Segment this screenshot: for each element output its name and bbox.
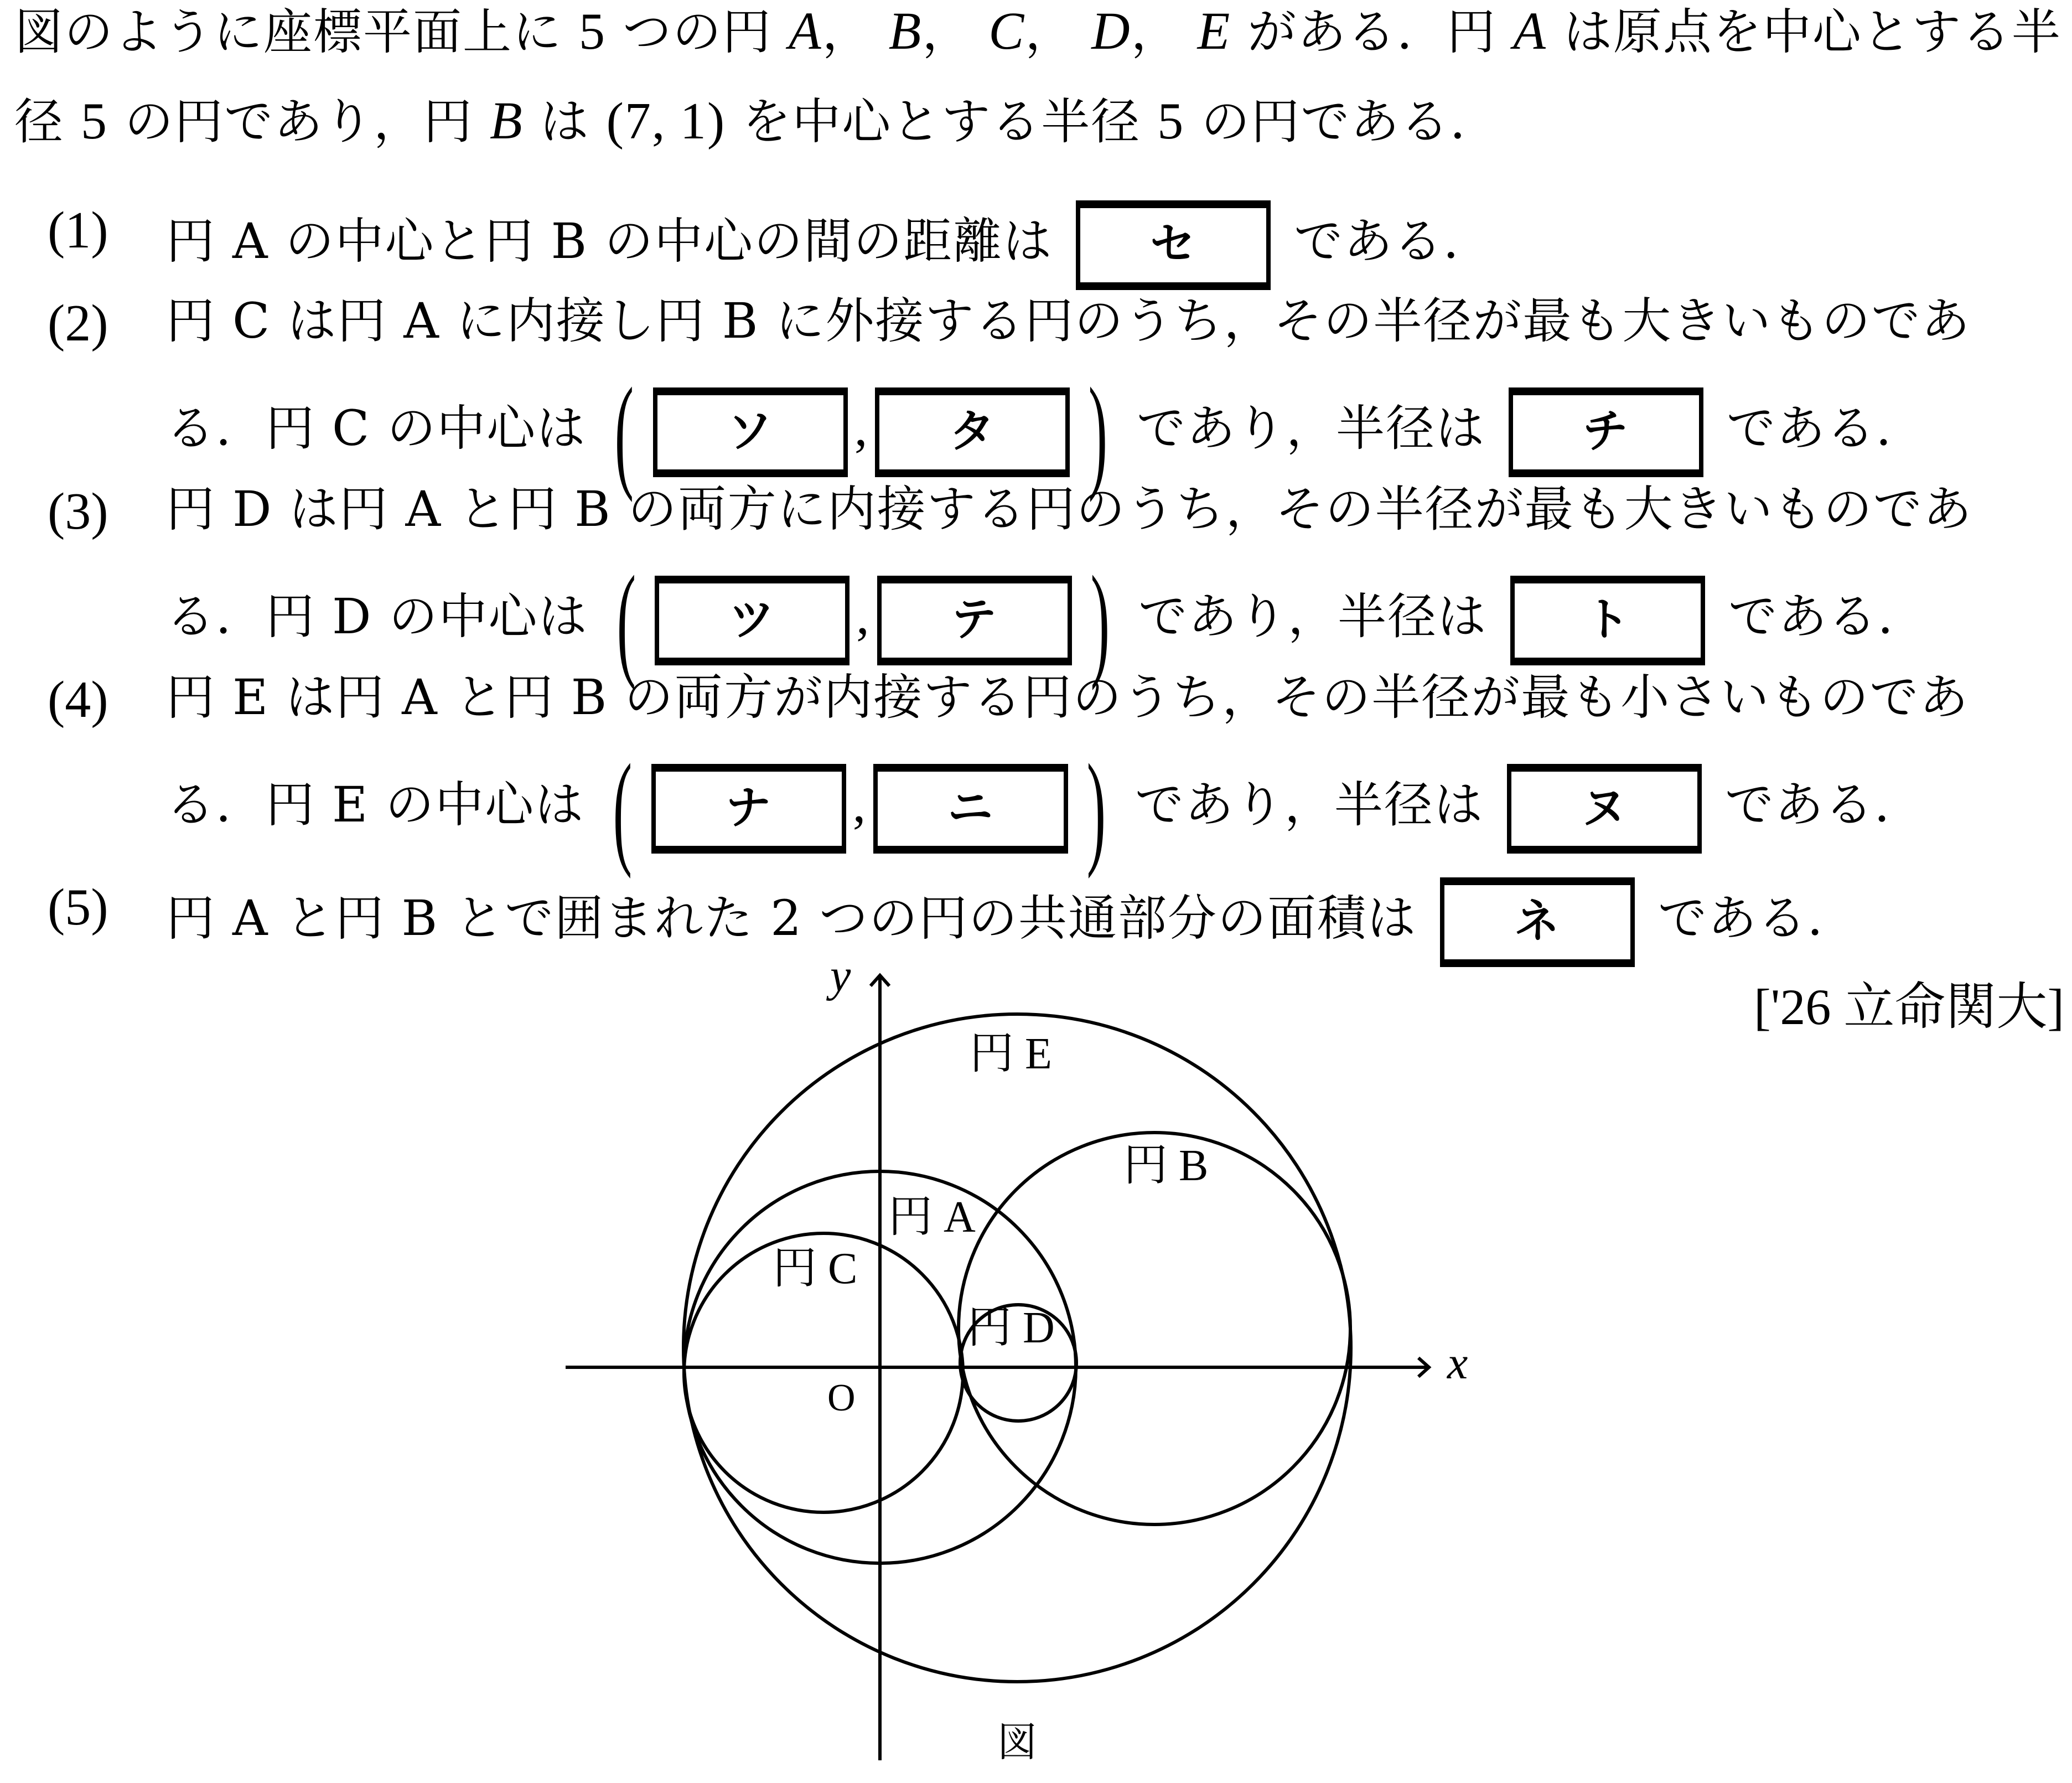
question-text: る．円 E の中心は: [166, 776, 585, 833]
source-citation: ['26 立命関大]: [1754, 979, 2064, 1035]
right-paren: ): [1086, 738, 1107, 879]
question-3-line-1: 円 D は円 A と円 B の両方に内接する円のうち，その半径が最も大きいものであ: [166, 480, 1973, 538]
question-number: (2): [48, 294, 108, 352]
intro-text: は: [540, 93, 590, 150]
left-paren: (: [613, 738, 633, 879]
question-4-line-1: 円 E は円 A と円 B の両方が内接する円のうち，その半径が最も小さいものであ: [166, 669, 1970, 726]
question-text: である．: [1658, 889, 1858, 947]
circle-name-a: A: [788, 1, 822, 60]
intro-comma: ，: [1131, 3, 1181, 60]
question-text: る．円 C の中心は: [166, 399, 587, 457]
answer-blank-so[interactable]: ソ: [653, 387, 848, 477]
intro-text: の円である．: [1201, 93, 1500, 150]
question-text: である．: [1294, 212, 1494, 270]
intro-number: 5: [81, 92, 108, 150]
question-text: であり，半径は: [1135, 776, 1484, 833]
circle-b-label: 円 B: [1123, 1141, 1209, 1190]
comma: ,: [856, 587, 871, 645]
x-axis-label: x: [1447, 1337, 1468, 1389]
question-number: (4): [48, 671, 108, 728]
question-text: である．: [1724, 776, 1924, 833]
intro-comma: ，: [1025, 3, 1075, 60]
question-text: であり，半径は: [1136, 399, 1485, 457]
answer-blank-ni[interactable]: ニ: [873, 764, 1068, 854]
answer-blank-ne[interactable]: ネ: [1440, 877, 1635, 967]
circle-name-b: B: [489, 91, 524, 150]
left-paren: (: [617, 550, 636, 691]
question-text: である．: [1728, 587, 1928, 645]
intro-text: がある．円: [1247, 3, 1497, 60]
circle-c-label: 円 C: [773, 1244, 858, 1293]
circle-name-c: C: [988, 1, 1025, 60]
intro-text: を中心とする半径: [742, 93, 1141, 150]
y-axis-label: y: [830, 950, 851, 1001]
question-number: (3): [48, 483, 108, 540]
answer-blank-to[interactable]: ト: [1510, 576, 1705, 665]
circle-name-a: A: [1513, 1, 1547, 60]
answer-blank-te[interactable]: テ: [877, 576, 1072, 665]
answer-blank-ta[interactable]: タ: [875, 387, 1070, 477]
intro-text: は原点を中心とする半: [1563, 3, 2061, 60]
intro-text: の円であり，円: [124, 93, 473, 150]
question-2-line-1: 円 C は円 A に内接し円 B に外接する円のうち，その半径が最も大きいものであ: [166, 292, 1971, 349]
answer-blank-tsu[interactable]: ツ: [655, 576, 849, 665]
center-coordinates: (7, 1): [606, 92, 726, 150]
question-text: 円 A と円 B とで囲まれた 2 つの円の共通部分の面積は: [166, 889, 1417, 947]
origin-label: O: [827, 1377, 856, 1419]
circle-name-d: D: [1091, 1, 1131, 60]
intro-text: つの円: [622, 3, 772, 60]
comma: ,: [854, 399, 869, 457]
intro-text: 径: [14, 93, 65, 150]
intro-text: 図のように座標平面上に: [14, 3, 563, 60]
right-paren: ): [1088, 361, 1108, 503]
circle-e-label: 円 E: [970, 1030, 1052, 1078]
intro-comma: ，: [922, 3, 972, 60]
figure-caption: 図: [997, 1720, 1038, 1765]
answer-blank-se[interactable]: セ: [1076, 200, 1271, 290]
circle-a-label: 円 A: [888, 1193, 976, 1242]
circle-name-e: E: [1197, 1, 1231, 60]
left-paren: (: [614, 361, 635, 503]
question-text: る．円 D の中心は: [166, 587, 588, 645]
answer-blank-na[interactable]: ナ: [651, 764, 846, 854]
answer-blank-chi[interactable]: チ: [1509, 387, 1703, 477]
question-text: 円 A の中心と円 B の中心の間の距離は: [166, 212, 1053, 270]
circle-name-b: B: [888, 1, 923, 60]
question-number: (5): [48, 878, 108, 936]
intro-number: 5: [1157, 92, 1185, 150]
answer-blank-nu[interactable]: ヌ: [1507, 764, 1702, 854]
comma: ,: [852, 775, 867, 833]
intro-comma: ，: [822, 3, 872, 60]
question-text: である．: [1726, 399, 1926, 457]
question-number: (1): [48, 201, 108, 259]
intro-number: 5: [579, 3, 606, 60]
right-paren: ): [1090, 550, 1110, 691]
question-text: であり，半径は: [1138, 587, 1488, 645]
circle-d-label: 円 D: [967, 1304, 1055, 1352]
